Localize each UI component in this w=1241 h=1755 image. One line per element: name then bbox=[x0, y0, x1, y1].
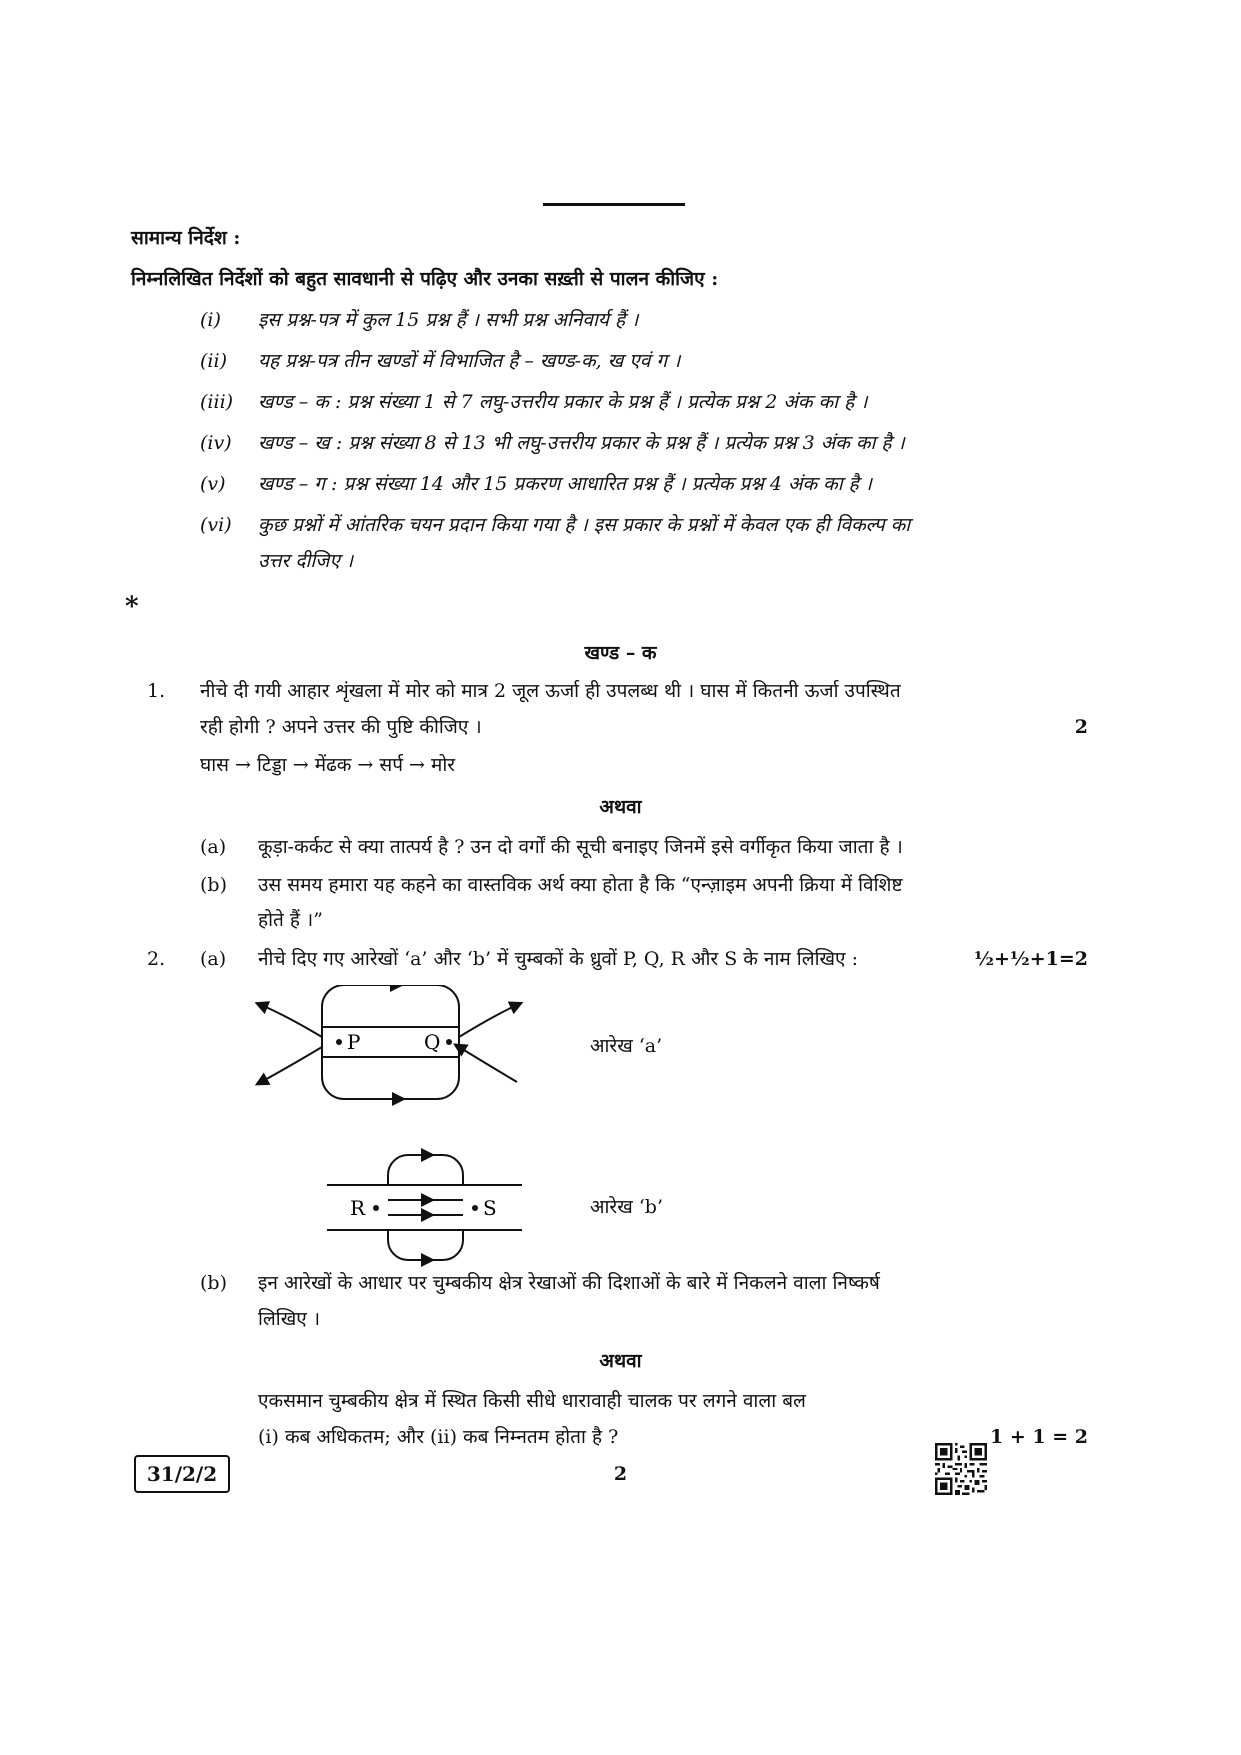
marks: ½+½+1=2 bbox=[974, 948, 1088, 970]
field-line bbox=[261, 1005, 322, 1037]
instruction-number: (v) bbox=[200, 473, 226, 495]
field-line bbox=[459, 1047, 517, 1082]
instruction-text: खण्ड – क : प्रश्न संख्या 1 से 7 लघु-उत्तरीय प्रकार के प्रश्न हैं । प्रत्येक प्रश्न 2 अंक का है । bbox=[258, 391, 868, 413]
pole-label-r: R bbox=[350, 1196, 366, 1220]
diagram-a bbox=[255, 985, 595, 1130]
subpart-label: (a) bbox=[200, 948, 227, 970]
marks: 1 + 1 = 2 bbox=[990, 1426, 1088, 1448]
instruction-number: (ii) bbox=[200, 350, 227, 372]
paper-code: 31/2/2 bbox=[134, 1455, 230, 1493]
instruction-text: खण्ड – ख : प्रश्न संख्या 8 से 13 भी लघु-उत्तरीय प्रकार के प्रश्न हैं । प्रत्येक प्रश्न 3 अंक का है । bbox=[258, 432, 905, 454]
section-heading: खण्ड – क bbox=[584, 642, 657, 664]
instruction-number: (iii) bbox=[200, 391, 234, 413]
question-text: (i) कब अधिकतम; और (ii) कब निम्नतम होता है ? bbox=[258, 1426, 619, 1448]
instruction-text-continued: उत्तर दीजिए । bbox=[258, 550, 354, 572]
field-line bbox=[261, 1047, 322, 1082]
question-number: 1. bbox=[147, 680, 166, 702]
qr-code-icon bbox=[935, 1443, 987, 1495]
question-text: इन आरेखों के आधार पर चुम्बकीय क्षेत्र रेखाओं की दिशाओं के बारे में निकलने वाला निष्कर्ष bbox=[258, 1272, 880, 1294]
pole-dot bbox=[373, 1205, 379, 1211]
pole-label-s: S bbox=[483, 1196, 497, 1220]
food-chain: घास → टिड्डा → मेंढक → सर्प → मोर bbox=[200, 754, 456, 776]
question-text: उस समय हमारा यह कहने का वास्तविक अर्थ क्या होता है कि “एन्ज़ाइम अपनी क्रिया में विशिष्ट bbox=[258, 874, 903, 896]
subpart-label: (a) bbox=[200, 836, 227, 858]
question-number: 2. bbox=[147, 948, 166, 970]
pole-dot bbox=[336, 1039, 342, 1045]
question-text: लिखिए । bbox=[258, 1308, 321, 1330]
pole-label-p: P bbox=[347, 1030, 361, 1054]
header-rule bbox=[543, 203, 685, 206]
instruction-text: यह प्रश्न-पत्र तीन खण्डों में विभाजित है – खण्ड-क, ख एवं ग । bbox=[258, 350, 681, 372]
or-label: अथवा bbox=[599, 796, 642, 818]
diagram-b-label: आरेख ‘b’ bbox=[590, 1196, 664, 1218]
star-mark: * bbox=[125, 592, 139, 622]
subpart-label: (b) bbox=[200, 874, 227, 896]
diagram-a-label: आरेख ‘a’ bbox=[590, 1035, 663, 1057]
instructions-lead: निम्नलिखित निर्देशों को बहुत सावधानी से पढ़िए और उनका सख़्ती से पालन कीजिए : bbox=[131, 268, 719, 290]
instruction-number: (i) bbox=[200, 309, 221, 331]
page-number: 2 bbox=[613, 1463, 628, 1485]
question-text: नीचे दी गयी आहार शृंखला में मोर को मात्र 2 जूल ऊर्जा ही उपलब्ध थी । घास में कितनी ऊर्जा उपस्थित bbox=[200, 680, 901, 702]
instruction-text: खण्ड – ग : प्रश्न संख्या 14 और 15 प्रकरण आधारित प्रश्न हैं । प्रत्येक प्रश्न 4 अंक का है । bbox=[258, 473, 872, 495]
instruction-number: (iv) bbox=[200, 432, 232, 454]
instruction-text: कुछ प्रश्नों में आंतरिक चयन प्रदान किया गया है । इस प्रकार के प्रश्नों में केवल एक ही विकल्प का bbox=[258, 514, 911, 536]
pole-dot bbox=[446, 1039, 452, 1045]
question-text: नीचे दिए गए आरेखों ‘a’ और ‘b’ में चुम्बकों के ध्रुवों P, Q, R और S के नाम लिखिए : bbox=[258, 948, 859, 970]
or-label: अथवा bbox=[599, 1350, 642, 1372]
field-loop-bottom bbox=[322, 1057, 459, 1099]
field-loop bbox=[388, 1230, 463, 1260]
instruction-text: इस प्रश्न-पत्र में कुल 15 प्रश्न हैं । सभी प्रश्न अनिवार्य हैं । bbox=[258, 309, 639, 331]
question-text: एकसमान चुम्बकीय क्षेत्र में स्थित किसी सीधे धारावाही चालक पर लगने वाला बल bbox=[258, 1390, 806, 1412]
question-text: कूड़ा-कर्कट से क्या तात्पर्य है ? उन दो वर्गों की सूची बनाइए जिनमें इसे वर्गीकृत किया जाता है । bbox=[258, 836, 903, 858]
field-line bbox=[459, 1005, 517, 1037]
marks: 2 bbox=[1074, 716, 1088, 738]
instructions-heading: सामान्य निर्देश : bbox=[131, 227, 241, 249]
diagram-b bbox=[325, 1148, 525, 1268]
field-loop-top bbox=[322, 985, 459, 1027]
question-text: होते हैं ।” bbox=[258, 909, 323, 931]
question-text: रही होगी ? अपने उत्तर की पुष्टि कीजिए । bbox=[200, 716, 482, 738]
subpart-label: (b) bbox=[200, 1272, 227, 1294]
instruction-number: (vi) bbox=[200, 514, 232, 536]
pole-dot bbox=[472, 1205, 478, 1211]
field-loop bbox=[388, 1155, 463, 1185]
pole-label-q: Q bbox=[424, 1030, 441, 1054]
